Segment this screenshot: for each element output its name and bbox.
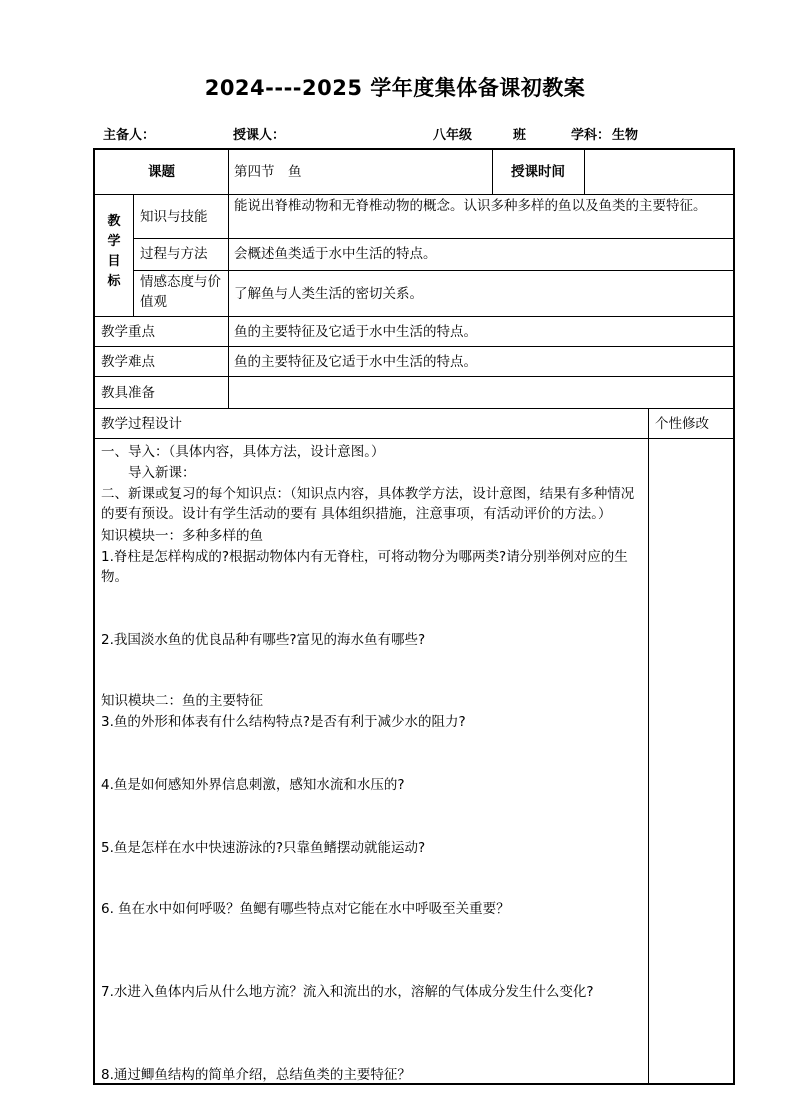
process-question-7: 7.水进入鱼体内后从什么地方流？流入和流出的水，溶解的气体成分发生什么变化? <box>101 984 594 1000</box>
class-label: 班 <box>513 128 527 143</box>
process-line-knowledge-points: 二、新课或复习的每个知识点：（知识点内容，具体教学方法，设计意图，结果有多种情况的要有预设。设计有学生活动的要有 具体组织措施，注意事项，有活动评价的方法。） <box>101 486 635 522</box>
row-divider <box>95 438 733 439</box>
difficulties-value: 鱼的主要特征及它适于水中生活的特点。 <box>234 354 477 370</box>
process-question-1: 1.脊柱是怎样构成的?根据动物体内有无脊柱，可将动物分为哪两类?请分别举例对应的生物。 <box>101 549 628 585</box>
row-divider <box>95 194 733 195</box>
subject-value: 生物 <box>612 128 639 143</box>
revision-notes-area[interactable] <box>650 440 730 1080</box>
row-divider <box>95 316 733 317</box>
process-question-6: 6. 鱼在水中如何呼吸？鱼鳃有哪些特点对它能在水中呼吸至关重要？ <box>101 901 510 917</box>
difficulties-label: 教学难点 <box>101 354 155 370</box>
row-divider <box>95 346 733 347</box>
column-divider <box>228 150 229 408</box>
process-question-2: 2.我国淡水鱼的优良品种有哪些?富见的海水鱼有哪些? <box>101 632 426 648</box>
objective-value-process: 会概述鱼类适于水中生活的特点。 <box>234 246 437 262</box>
process-question-4: 4.鱼是如何感知外界信息刺激，感知水流和水压的? <box>101 777 405 793</box>
objectives-side-label: 教 学 目 标 <box>107 214 121 289</box>
topic-value: 第四节 鱼 <box>234 164 302 180</box>
process-question-5: 5.鱼是怎样在水中快速游泳的?只靠鱼鳍摆动就能运动? <box>101 840 426 856</box>
time-label: 授课时间 <box>511 164 565 180</box>
lesson-plan-table <box>93 148 735 1085</box>
process-line-intro: 一、导入：（具体内容，具体方法，设计意图。） <box>101 444 385 460</box>
objective-label-knowledge: 知识与技能 <box>140 209 208 225</box>
subject-label: 学科： <box>571 128 611 143</box>
topic-label: 课题 <box>148 164 175 180</box>
revision-label: 个性修改 <box>655 416 709 432</box>
column-divider <box>133 194 134 316</box>
key-points-value: 鱼的主要特征及它适于水中生活的特点。 <box>234 324 477 340</box>
objective-value-knowledge: 能说出脊椎动物和无脊椎动物的概念。认识多种多样的鱼以及鱼类的主要特征。 <box>234 198 707 214</box>
row-divider <box>95 376 733 377</box>
document-title: 2024----2025 学年度集体备课初教案 <box>204 76 586 100</box>
process-question-3: 3.鱼的外形和体表有什么结构特点?是否有利于减少水的阻力? <box>101 714 466 730</box>
row-divider <box>133 238 733 239</box>
column-divider <box>648 408 649 1085</box>
process-line-module-2: 知识模块二：鱼的主要特征 <box>101 693 263 709</box>
process-question-8: 8.通过鲫鱼结构的简单介绍，总结鱼类的主要特征？ <box>101 1067 411 1083</box>
key-points-label: 教学重点 <box>101 324 155 340</box>
row-divider <box>95 408 733 409</box>
objective-label-process: 过程与方法 <box>140 246 208 262</box>
process-line-new-lesson: 导入新课： <box>101 465 196 481</box>
objective-label-attitude: 情感态度与价值观 <box>140 274 221 310</box>
planner-label: 主备人： <box>103 128 156 143</box>
column-divider <box>584 150 585 194</box>
grade-text: 八年级 <box>433 128 473 143</box>
row-divider <box>133 270 733 271</box>
tools-label: 教具准备 <box>101 385 155 401</box>
process-line-module-1: 知识模块一：多种多样的鱼 <box>101 528 263 544</box>
process-label: 教学过程设计 <box>101 416 182 432</box>
objective-value-attitude: 了解鱼与人类生活的密切关系。 <box>234 286 423 302</box>
teacher-label: 授课人： <box>233 128 286 143</box>
